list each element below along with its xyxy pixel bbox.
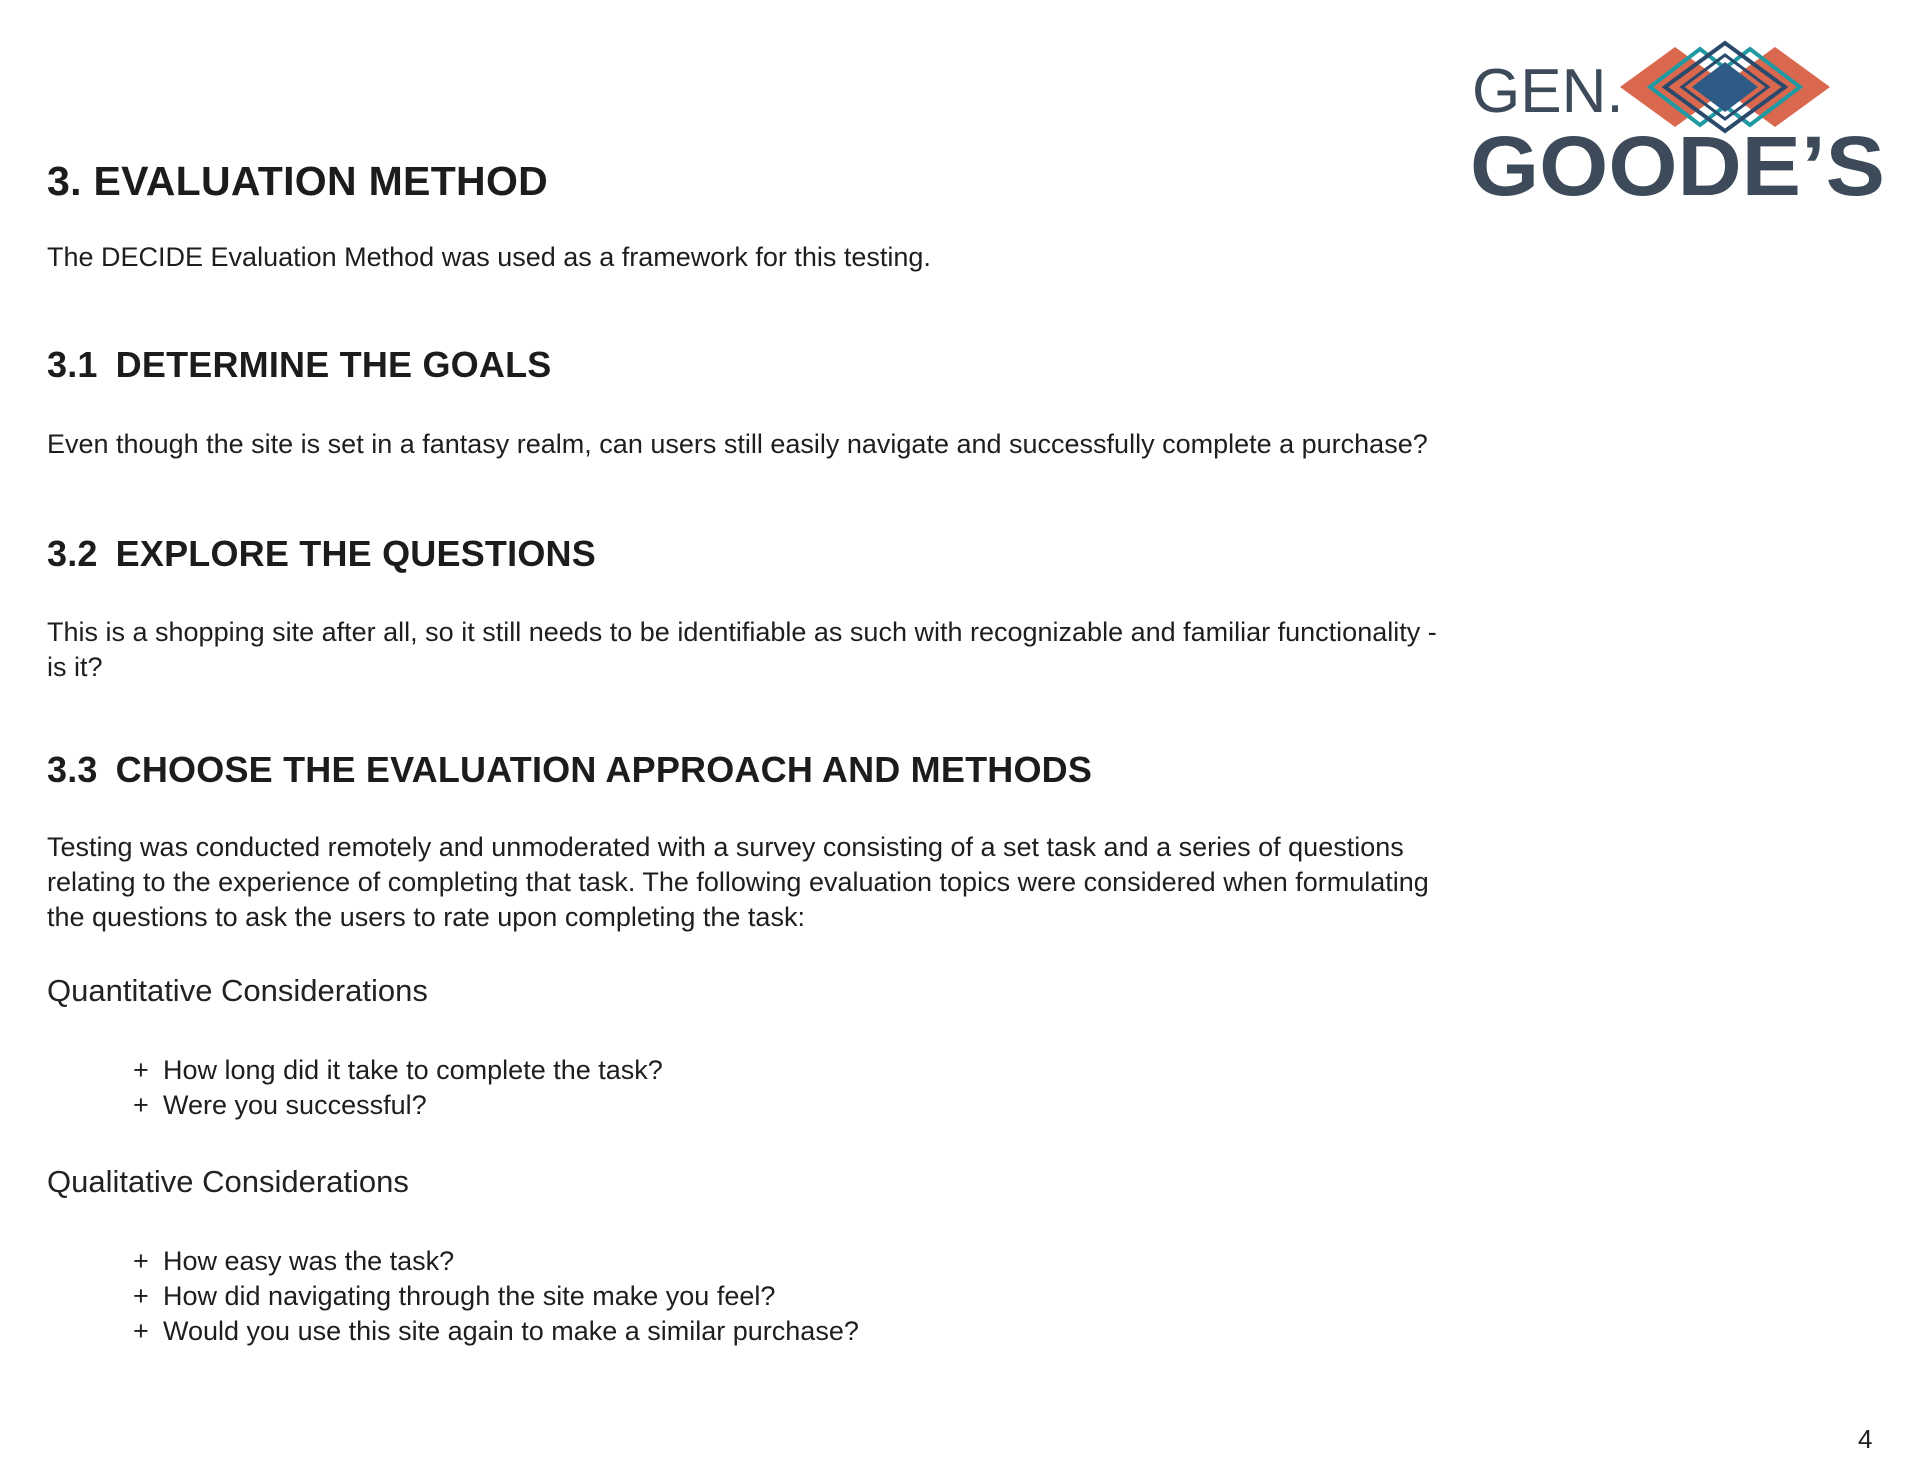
list-item <box>133 1314 859 1349</box>
approach-title: CHOOSE THE EVALUATION APPROACH AND METHODS <box>115 749 1093 790</box>
approach-heading <box>47 749 1092 791</box>
list-item-text: Were you successful? <box>163 1090 427 1120</box>
quantitative-list <box>133 1053 663 1123</box>
list-item-text: How did navigating through the site make you feel? <box>163 1281 776 1311</box>
approach-text <box>47 830 1607 935</box>
plus-bullet-icon: + <box>133 1246 149 1276</box>
questions-text-line-2: is it? <box>47 652 103 682</box>
approach-number: 3.3 <box>47 749 98 790</box>
list-item <box>133 1088 663 1123</box>
goals-number: 3.1 <box>47 344 98 385</box>
quantitative-heading: Quantitative Considerations <box>47 973 428 1008</box>
approach-text-line-2: relating to the experience of completing that task. The following evaluation topics were considered when formulating <box>47 867 1429 897</box>
questions-title: EXPLORE THE QUESTIONS <box>115 533 596 574</box>
approach-text-line-3: the questions to ask the users to rate upon completing the task: <box>47 902 805 932</box>
page-number: 4 <box>1858 1424 1873 1454</box>
logo-text-goodes: GOODE’S <box>1470 119 1885 210</box>
list-item-text: How long did it take to complete the task? <box>163 1055 663 1085</box>
gen-goodes-logo <box>1470 40 1890 210</box>
goals-text: Even though the site is set in a fantasy realm, can users still easily navigate and successfully complete a purchase? <box>47 429 1428 459</box>
list-item <box>133 1053 663 1088</box>
list-item-text: How easy was the task? <box>163 1246 455 1276</box>
questions-text <box>47 615 1607 685</box>
plus-bullet-icon: + <box>133 1281 149 1311</box>
plus-bullet-icon: + <box>133 1055 149 1085</box>
questions-heading <box>47 533 596 575</box>
plus-bullet-icon: + <box>133 1090 149 1120</box>
questions-text-line-1: This is a shopping site after all, so it still needs to be identifiable as such with recognizable and familiar functionality - <box>47 617 1437 647</box>
logo-text-gen: GEN. <box>1472 57 1624 126</box>
qualitative-list <box>133 1244 859 1349</box>
qualitative-heading: Qualitative Considerations <box>47 1164 409 1199</box>
list-item-text: Would you use this site again to make a similar purchase? <box>163 1316 859 1346</box>
logo-graphic <box>1470 40 1890 210</box>
goals-heading <box>47 344 551 386</box>
list-item <box>133 1244 859 1279</box>
section-title: 3. EVALUATION METHOD <box>47 158 549 204</box>
list-item <box>133 1279 859 1314</box>
plus-bullet-icon: + <box>133 1316 149 1346</box>
section-intro: The DECIDE Evaluation Method was used as a framework for this testing. <box>47 242 931 272</box>
questions-number: 3.2 <box>47 533 98 574</box>
goals-title: DETERMINE THE GOALS <box>115 344 552 385</box>
approach-text-line-1: Testing was conducted remotely and unmoderated with a survey consisting of a set task and a series of questions <box>47 832 1404 862</box>
